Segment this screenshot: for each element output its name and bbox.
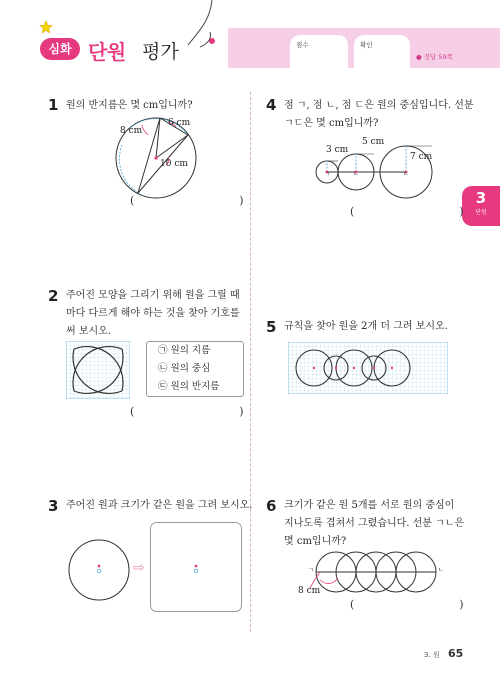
q5-grid-figure[interactable] <box>288 342 448 394</box>
choice-item: ㉢ 원의 반지름 <box>158 381 220 392</box>
question-text: 몇 cm입니까? <box>284 536 347 547</box>
q6-figure <box>300 548 450 600</box>
answer-blank[interactable]: ( ) <box>130 405 244 418</box>
question-text: 점 ㄱ, 점 ㄴ, 점 ㄷ은 원의 중심입니다. 선분 <box>284 100 474 111</box>
question-text: 써 보시오. <box>66 326 111 337</box>
unit-label: 단원 <box>475 209 487 216</box>
q6-point-label: ㄱ <box>308 567 314 574</box>
q3-drawing-area[interactable] <box>150 522 242 612</box>
question-text: 주어진 원과 크기가 같은 원을 그려 보시오. <box>66 500 253 511</box>
question-text: 크기가 같은 원 5개를 서로 원의 중심이 <box>284 500 455 511</box>
question-text: ㄱㄷ은 몇 cm입니까? <box>284 118 379 129</box>
question-number: 1 <box>48 96 59 114</box>
page-title-main: 단원 <box>88 40 126 64</box>
question-number: 4 <box>266 96 277 114</box>
q4-point-label: ㄷ <box>403 171 409 178</box>
question-number: 2 <box>48 287 59 305</box>
answer-blank[interactable]: ( ) <box>350 598 464 611</box>
q1-label-10cm: 10 cm <box>160 159 188 169</box>
q4-point-label: ㄴ <box>353 171 359 178</box>
q4-point-label: ㄱ <box>324 171 330 178</box>
question-text: 지나도록 겹쳐서 그렸습니다. 선분 ㄱㄴ은 <box>284 518 465 529</box>
question-number: 5 <box>266 318 277 336</box>
unit-side-tab <box>462 186 500 226</box>
page-title-sub: 평가 <box>142 41 179 63</box>
question-text: 원의 반지름은 몇 cm입니까? <box>66 100 193 111</box>
arrow-icon: ⇨ <box>133 560 145 576</box>
unit-number: 3 <box>475 189 487 207</box>
answer-reference: ● 정답 59쪽 <box>416 53 453 61</box>
q6-point-label: ㄴ <box>438 567 444 574</box>
column-divider <box>250 92 251 632</box>
question-number: 6 <box>266 497 277 515</box>
level-badge: 심화 <box>40 38 80 60</box>
q2-grid-figure <box>66 341 130 399</box>
answer-blank[interactable]: ( ) <box>350 205 464 218</box>
choice-item: ㉠ 원의 지름 <box>158 345 211 356</box>
page-number: 65 <box>448 647 464 660</box>
score-label: 점수 <box>296 41 309 49</box>
q1-label-6cm: 6 cm <box>168 118 191 128</box>
question-number: 3 <box>48 497 59 515</box>
q6-label-8cm: 8 cm <box>298 586 321 596</box>
q4-label-7cm: 7 cm <box>410 152 433 162</box>
question-text: 주어진 모양을 그리기 위해 원을 그릴 때 <box>66 290 240 301</box>
q4-label-5cm: 5 cm <box>362 137 385 147</box>
question-text: 규칙을 찾아 원을 2개 더 그려 보시오. <box>284 321 448 332</box>
q4-label-3cm: 3 cm <box>326 145 349 155</box>
answer-blank[interactable]: ( ) <box>130 194 244 207</box>
choice-item: ㉡ 원의 중심 <box>158 363 211 374</box>
q1-label-8cm: 8 cm <box>120 126 143 136</box>
footer-section: 3. 원 <box>424 651 440 659</box>
confirm-label: 확인 <box>360 41 373 49</box>
question-text: 마다 다르게 해야 하는 것을 찾아 기호를 <box>66 308 240 319</box>
q3-given-circle <box>66 538 132 602</box>
